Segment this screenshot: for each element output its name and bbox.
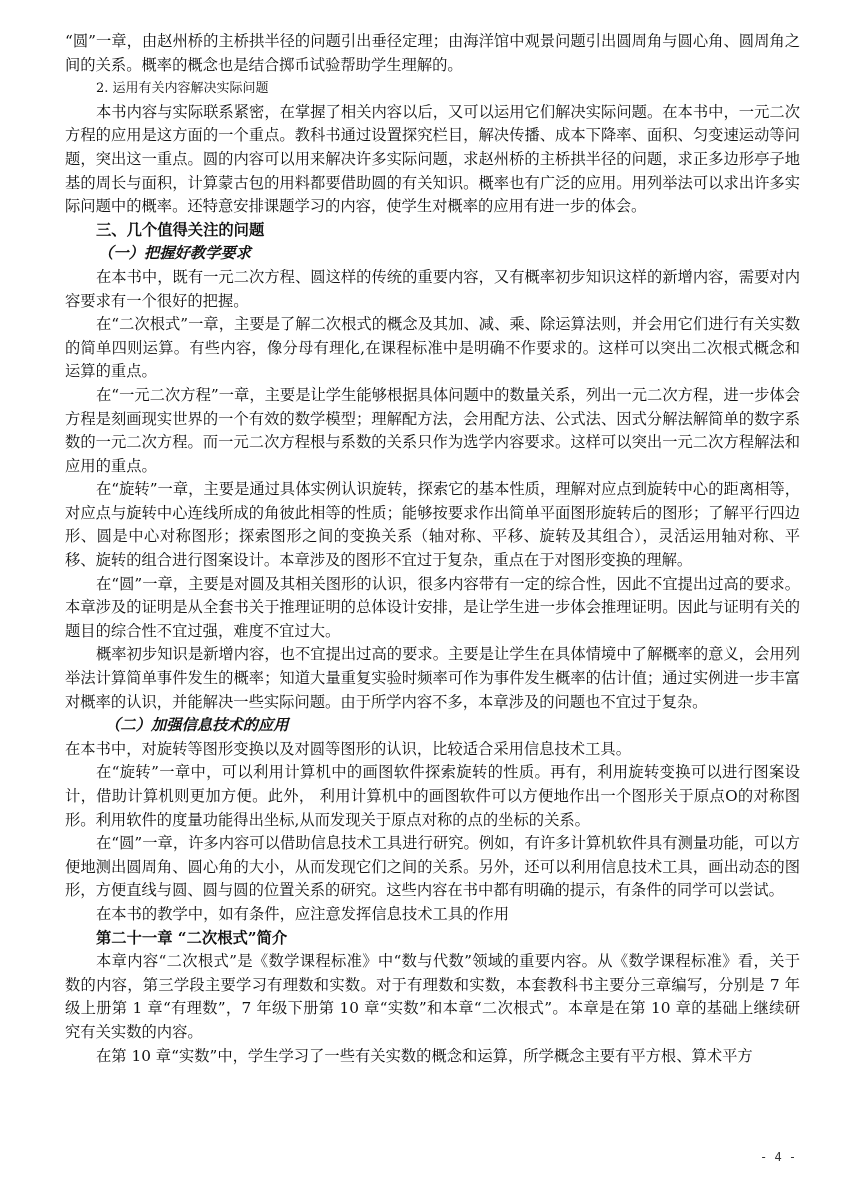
paragraph: 在“一元二次方程”一章，主要是让学生能够根据具体问题中的数量关系，列出一元二次方程，进一步体会方程是刻画现实世界的一个有效的数学模型；理解配方法，会用配方法、公式法、因式分解法解简单的数字系数的一元二次方程。而一元二次方程根与系数的关系只作为选学内容要求。这样可以突出一元二次方程解法和应用的重点。 [65,385,801,475]
page-number: - 4 - [760,1150,797,1164]
paragraph: 在本书的教学中，如有条件，应注意发挥信息技术工具的作用 [96,904,510,923]
document-body [65,30,800,1068]
paragraph: 本书内容与实际联系紧密，在掌握了相关内容以后，又可以运用它们解决实际问题。在本书中，一元二次方程的应用是这方面的一个重点。教科书通过设置探究栏目，解决传播、成本下降率、面积、匀变速运动等问题，突出这一重点。圆的内容可以用来解决许多实际问题，求赵州桥的主桥拱半径的问题，求正多边形亭子地基的周长与面积，计算蒙古包的用料都要借助圆的有关知识。概率也有广泛的应用。用列举法可以求出许多实际问题中的概率。还特意安排课题学习的内容，使学生对概率的应用有进一步的体会。 [65,102,800,216]
paragraph: 在“圆”一章，主要是对圆及其相关图形的认识，很多内容带有一定的综合性，因此不宜提出过高的要求。本章涉及的证明是从全套书关于推理证明的总体设计安排，是让学生进一步体会推理证明。因此与证明有关的题目的综合性不宜过强，难度不宜过大。 [65,574,801,640]
paragraph: 在“圆”一章，许多内容可以借助信息技术工具进行研究。例如，有许多计算机软件具有测量功能，可以方便地测出圆周角、圆心角的大小，从而发现它们之间的关系。另外，还可以利用信息技术工具，画出动态的图形，方便直线与圆、圆与圆的位置关系的研究。这些内容在书中都有明确的提示，有条件的同学可以尝试。 [65,834,801,900]
paragraph: 本章内容“二次根式”是《数学课程标准》中“数与代数”领域的重要内容。从《数学课程标准》看，关于数的内容，第三学段主要学习有理数和实数。对于有理数和实数，本套教科书主要分三章编写，分别是 7 年级上册第 1 章“有理数”，7 年级下册第 10 章“实数”和本章“二次根式”。本章是在第 10 章的基础上继续研究有关实数的内容。 [65,952,800,1041]
subsection-heading: 2. 运用有关内容解决实际问题 [96,81,269,97]
paragraph: 概率初步知识是新增内容，也不宜提出过高的要求。主要是让学生在具体情境中了解概率的意义，会用列举法计算简单事件发生的概率；知道大量重复实验时频率可作为事件发生概率的估计值；通过实例进一步丰富对概率的认识，并能解决一些实际问题。由于所学内容不多，本章涉及的问题也不宜过于复杂。 [65,645,800,711]
paragraph: 在第 10 章“实数”中，学生学习了一些有关实数的概念和运算，所学概念主要有平方根、算术平方 [96,1046,753,1065]
subsection-heading: （二）加强信息技术的应用 [105,716,289,735]
paragraph: 在本书中，既有一元二次方程、圆这样的传统的重要内容，又有概率初步知识这样的新增内容，需要对内容要求有一个很好的把握。 [65,267,800,310]
paragraph: 在“旋转”一章，主要是通过具体实例认识旋转，探索它的基本性质，理解对应点到旋转中心的距离相等，对应点与旋转中心连线所成的角彼此相等的性质；能够按要求作出简单平面图形旋转后的图形；了解平行四边形、圆是中心对称图形；探索图形之间的变换关系（轴对称、平移、旋转及其组合），灵活运用轴对称、平移、旋转的组合进行图案设计。本章涉及的图形不宜过于复杂，重点在于对图形变换的理解。 [65,480,801,570]
section-heading: 三、几个值得关注的问题 [96,220,265,239]
paragraph: 在本书中，对旋转等图形变换以及对圆等图形的认识，比较适合采用信息技术工具。 [65,739,631,758]
subsection-heading: （一）把握好教学要求 [98,244,251,263]
paragraph: 在“二次根式”一章，主要是了解二次根式的概念及其加、减、乘、除运算法则，并会用它们进行有关实数的简单四则运算。有些内容，像分母有理化,在课程标准中是明确不作要求的。这样可以突出二次根式概念和运算的重点。 [65,315,801,381]
paragraph: “圆”一章，由赵州桥的主桥拱半径的问题引出垂径定理；由海洋馆中观景问题引出圆周角与圆心角、圆周角之间的关系。概率的概念也是结合掷币试验帮助学生理解的。 [65,32,800,74]
chapter-heading: 第二十一章 “二次根式”简介 [96,928,288,947]
paragraph: 在“旋转”一章中，可以利用计算机中的画图软件探索旋转的性质。再有，利用旋转变换可以进行图案设计，借助计算机则更加方便。此外， 利用计算机中的画图软件可以方便地作出一个图形关于原点O的对称图形。利用软件的度量功能得出坐标,从而发现关于原点对称的点的坐标的关系。 [65,763,800,829]
